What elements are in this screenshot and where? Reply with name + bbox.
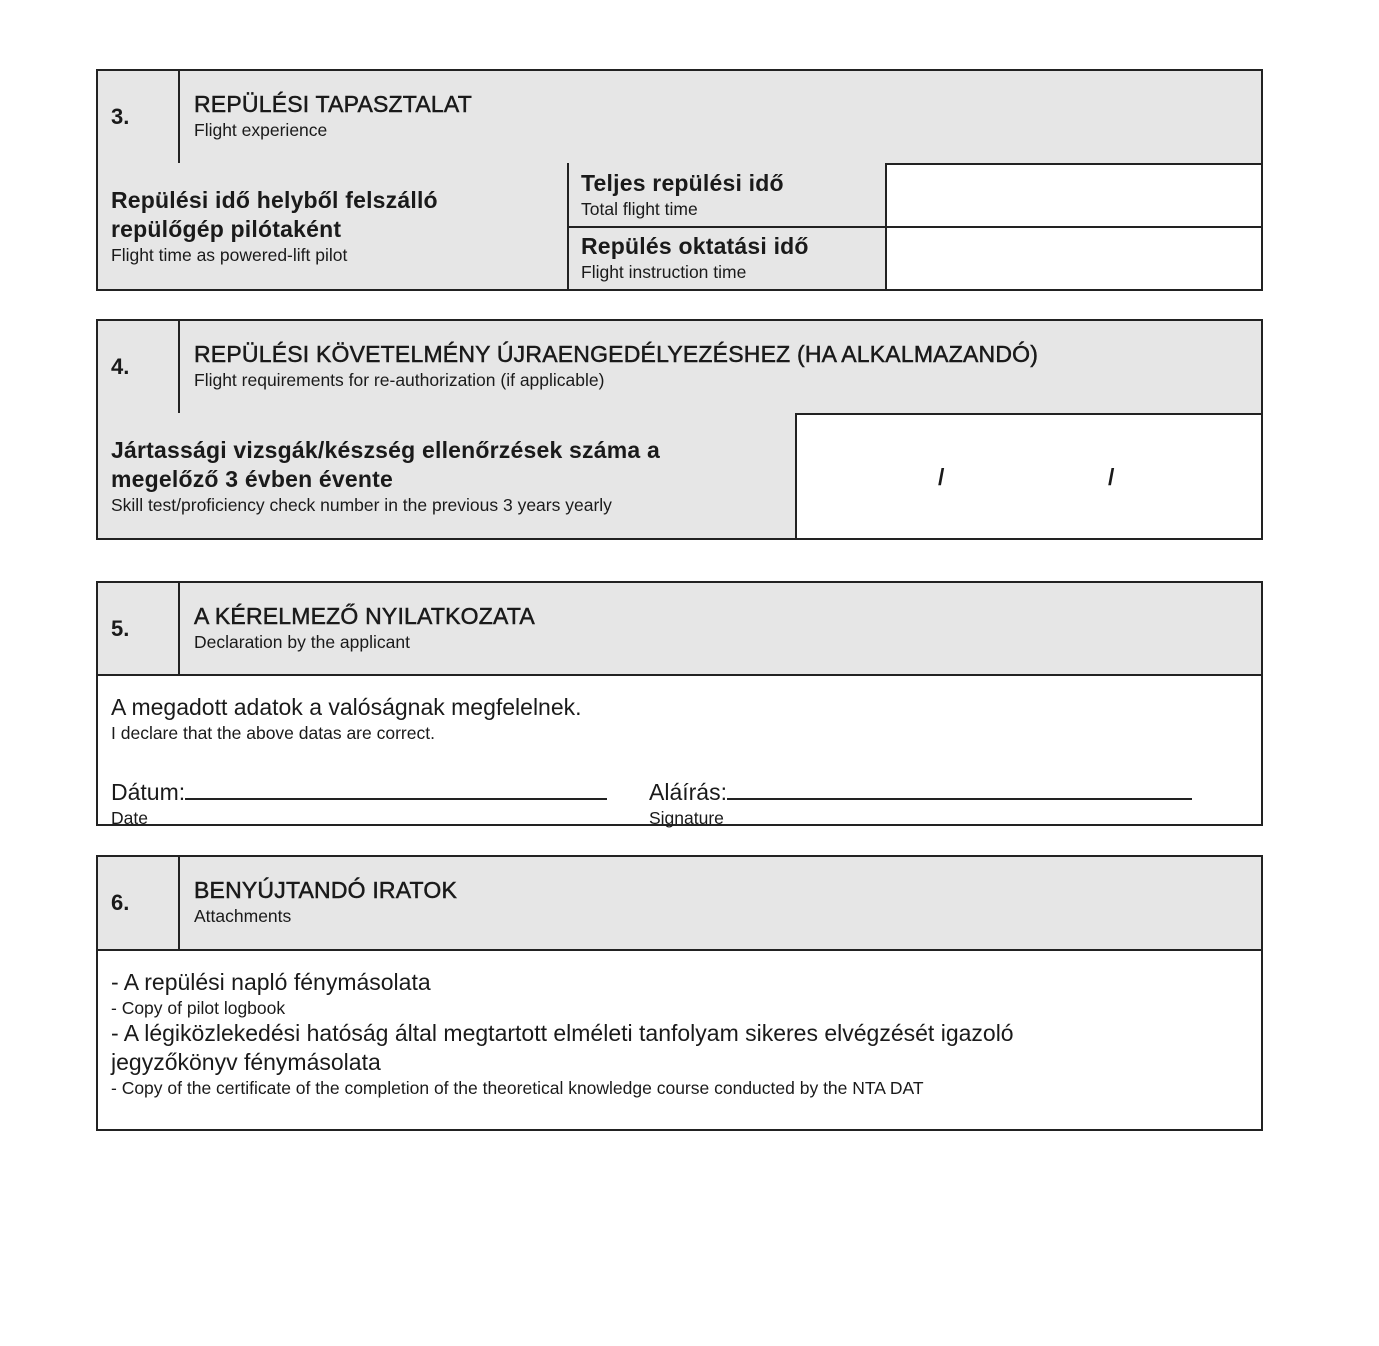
skill-test-title-line2: megelőző 3 évben évente (111, 466, 393, 492)
skill-test-subtitle: Skill test/proficiency check number in the previous 3 years yearly (111, 495, 612, 515)
section-subtitle: Declaration by the applicant (194, 632, 410, 652)
section-subtitle: Flight requirements for re-authorization (if applicable) (194, 370, 605, 390)
section-subtitle: Attachments (194, 906, 292, 926)
year-separator-1: / (938, 464, 945, 490)
total-flight-time-title: Teljes repülési idő (581, 170, 784, 196)
section-6-header (98, 857, 1261, 951)
section-number: 6. (98, 857, 180, 949)
section-title: REPÜLÉSI TAPASZTALAT (194, 91, 472, 117)
section-6 (96, 855, 1263, 1131)
signature-label: Aláírás: (649, 779, 727, 805)
section-5-header (98, 583, 1261, 676)
flight-time-title-line1: Repülési idő helyből felszálló (111, 187, 438, 213)
section-number: 3. (98, 71, 180, 163)
skill-test-count-field[interactable] (797, 413, 1261, 538)
date-label: Dátum: (111, 779, 186, 805)
attachment-item-2-hu: - A légiközlekedési hatóság által megtartott elméleti tanfolyam sikeres elvégzését igazoló (111, 1020, 1014, 1046)
flight-instruction-time-label (569, 228, 885, 289)
section-3-header (98, 71, 1261, 165)
section-5 (96, 581, 1263, 826)
total-flight-time-subtitle: Total flight time (581, 199, 698, 219)
total-flight-time-label (569, 163, 887, 226)
attachments-list (111, 968, 1014, 1099)
declaration-statement: A megadott adatok a valóságnak megfelelnek. (111, 694, 582, 720)
section-4 (96, 319, 1263, 540)
section-number: 4. (98, 321, 180, 413)
section-3 (96, 69, 1263, 291)
attachment-item-2-en: - Copy of the certificate of the completion of the theoretical knowledge course conducted by the NTA DAT (111, 1078, 924, 1098)
signature-label-en: Signature (649, 808, 724, 828)
section-title: REPÜLÉSI KÖVETELMÉNY ÚJRAENGEDÉLYEZÉSHEZ (HA ALKALMAZANDÓ) (194, 341, 1039, 367)
flight-time-subtitle: Flight time as powered-lift pilot (111, 245, 348, 265)
flight-instruction-time-field[interactable] (887, 228, 1261, 289)
skill-test-label-cell (98, 413, 795, 538)
section-subtitle: Flight experience (194, 120, 328, 140)
date-label-en: Date (111, 808, 148, 828)
section-4-header (98, 321, 1261, 415)
attachment-item-1-hu: - A repülési napló fénymásolata (111, 969, 431, 995)
attachment-item-1-en: - Copy of pilot logbook (111, 998, 286, 1018)
skill-test-title-line1: Jártassági vizsgák/készség ellenőrzések száma a (111, 437, 660, 463)
flight-time-title-line2: repülőgép pilótaként (111, 216, 342, 242)
year-separator-2: / (1108, 464, 1115, 490)
flight-time-label-cell (98, 163, 567, 289)
attachment-item-2-hu-cont: jegyzőkönyv fénymásolata (111, 1049, 381, 1075)
section-title: A KÉRELMEZŐ NYILATKOZATA (194, 603, 535, 629)
total-flight-time-field[interactable] (887, 163, 1261, 226)
signature-field[interactable] (727, 774, 1192, 800)
section-number: 5. (98, 583, 180, 674)
date-field[interactable] (185, 774, 607, 800)
flight-instruction-time-subtitle: Flight instruction time (581, 262, 747, 282)
declaration-statement-en: I declare that the above datas are correct. (111, 723, 435, 743)
section-title: BENYÚJTANDÓ IRATOK (194, 877, 458, 903)
flight-instruction-time-title: Repülés oktatási idő (581, 233, 809, 259)
